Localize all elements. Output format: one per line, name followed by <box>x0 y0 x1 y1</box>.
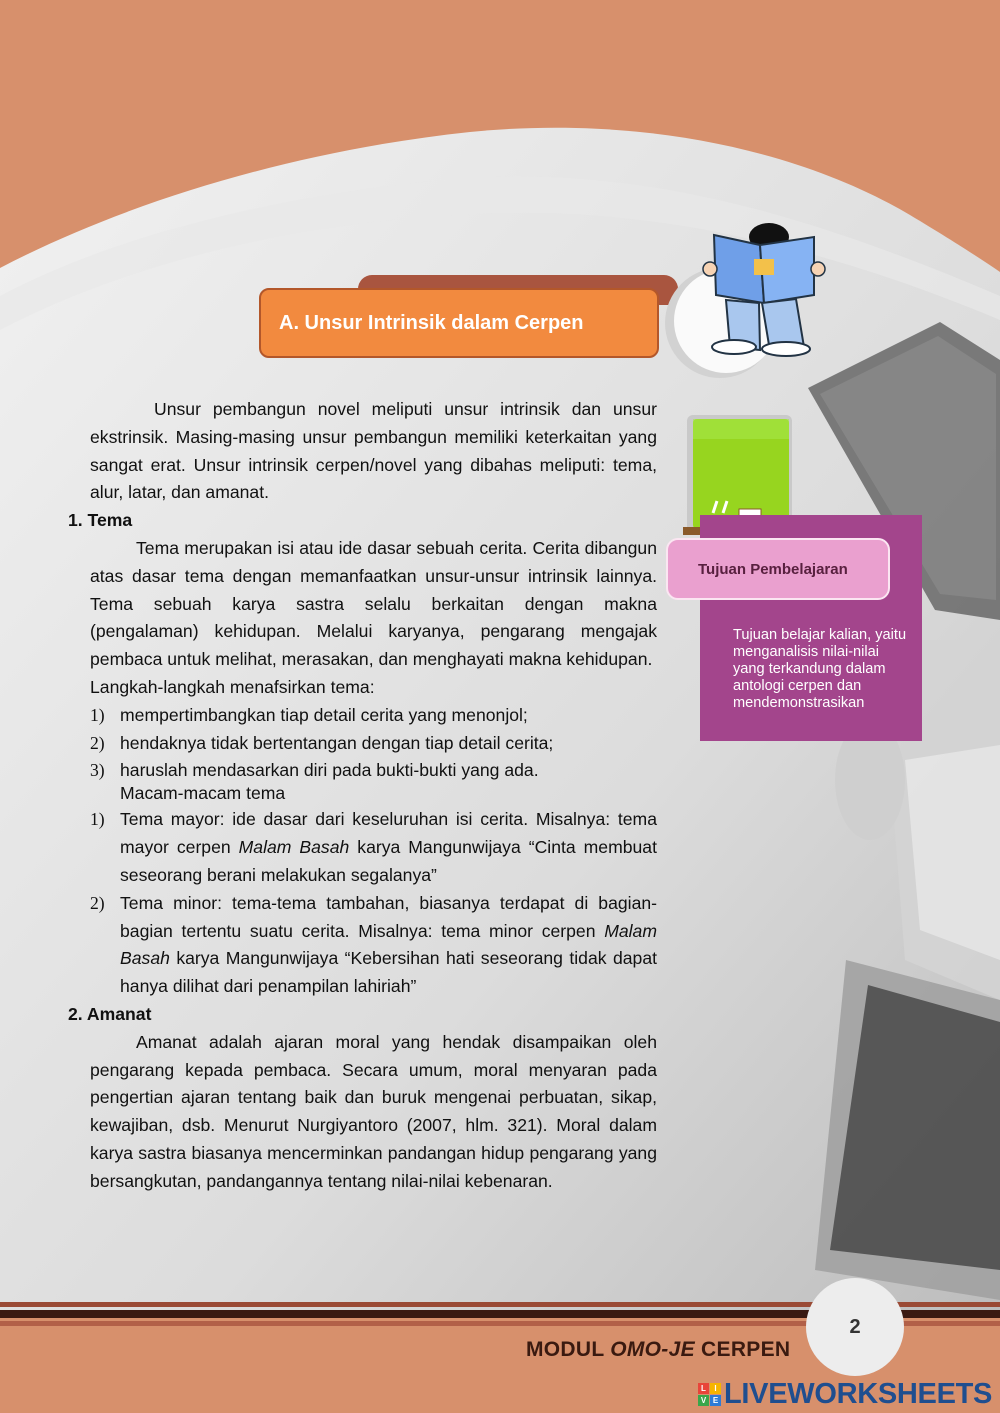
logo-letter: V <box>698 1395 709 1406</box>
footer-text: MODUL <box>526 1338 611 1361</box>
story-title: Malam Basah <box>238 837 350 858</box>
footer-text: CERPEN <box>694 1338 791 1361</box>
list-number: 1) <box>90 809 105 830</box>
list-item <box>90 730 657 758</box>
steps-intro: Langkah-langkah menafsirkan tema: <box>90 676 375 697</box>
section-heading-text: A. Unsur Intrinsik dalam Cerpen <box>279 311 584 334</box>
liveworksheets-logo-icon <box>698 1383 721 1406</box>
liveworksheets-watermark <box>698 1378 992 1411</box>
types-heading: Macam-macam tema <box>120 783 286 804</box>
page-number <box>806 1278 904 1376</box>
footer-module-title <box>526 1338 790 1362</box>
story-title: Malam Basah <box>120 920 657 969</box>
learning-goal-label <box>666 538 890 600</box>
list-text: hendaknya tidak bertentangan dengan tiap detail cerita; <box>120 732 554 753</box>
text-run: karya Mangunwijaya “Kebersihan hati seseorang tidak dapat hanya dilihat dari penampilan lahiriah” <box>120 948 657 997</box>
list-item <box>90 702 657 730</box>
learning-goal-text: Tujuan belajar kalian, yaitu menganalisis nilai-nilai yang terkandung dalam antologi cerpen dan mendemonstrasikan <box>733 627 907 711</box>
section-heading <box>259 288 659 358</box>
logo-letter: I <box>710 1383 721 1394</box>
list-item <box>90 806 657 889</box>
list-number: 1) <box>90 704 105 725</box>
list-number: 2) <box>90 732 105 753</box>
text-run: karya Mangunwijaya “Cinta membuat seseorang berani melakukan segalanya” <box>120 837 657 885</box>
list-number: 3) <box>90 760 105 781</box>
text-run: Tema minor: tema-tema tambahan, biasanya terdapat di bagian-bagian tertentu suatu cerita. Misalnya: tema minor cerpen <box>120 892 657 941</box>
list-number: 2) <box>90 892 105 913</box>
list-text <box>120 890 657 1001</box>
tema-heading: 1. Tema <box>68 510 133 531</box>
page-number-text: 2 <box>849 1315 861 1338</box>
logo-letter: E <box>710 1395 721 1406</box>
list-item <box>90 890 657 1001</box>
amanat-heading: 2. Amanat <box>68 1003 152 1024</box>
list-text <box>120 806 657 889</box>
list-text-block <box>120 757 657 802</box>
text-run: Tema mayor: ide dasar dari keseluruhan isi cerita. Misalnya: tema mayor cerpen <box>120 809 657 858</box>
list-text: mempertimbangkan tiap detail cerita yang menonjol; <box>120 704 528 725</box>
intro-paragraph: Unsur pembangun novel meliputi unsur intrinsik dan unsur ekstrinsik. Masing-masing unsur pembangun memiliki keterkaitan yang sangat erat. Unsur intrinsik cerpen/novel yang dibahas meliputi: tema, alur, latar, dan amanat. <box>90 399 657 503</box>
list-item <box>90 757 657 802</box>
amanat-paragraph: Amanat adalah ajaran moral yang hendak disampaikan oleh pengarang kepada pembaca. Secara umum, moral menyaran pada pengertian ajaran tentang baik dan buruk mengenai perbuatan, sikap, kewajiban, dsb. Menurut Nurgiyantoro (2007, hlm. 321). Moral dalam karya sastra biasanya mencerminkan pandangan hidup pengarang yang bersangkutan, pandangannya tentang nilai-nilai kebenaran. <box>90 1031 657 1191</box>
footer-text-italic: OMO-JE <box>610 1338 695 1361</box>
liveworksheets-text: LIVEWORKSHEETS <box>724 1378 993 1410</box>
learning-goal-title: Tujuan Pembelajaran <box>698 560 848 578</box>
article-body <box>60 396 657 1196</box>
tema-paragraph: Tema merupakan isi atau ide dasar sebuah cerita. Cerita dibangun atas dasar tema dengan memanfaatkan unsur-unsur intrinsik lainnya. Tema sebuah karya sastra selalu berkaitan dengan makna (pengalaman) kehidupan. Melalui karyanya, pengarang mengajak pembaca untuk melihat, merasakan, dan menghayati makna kehidupan. <box>90 537 657 670</box>
reading-person-illustration <box>664 215 834 380</box>
logo-letter: L <box>698 1383 709 1394</box>
list-text: haruslah mendasarkan diri pada bukti-bukti yang ada. <box>120 760 539 781</box>
